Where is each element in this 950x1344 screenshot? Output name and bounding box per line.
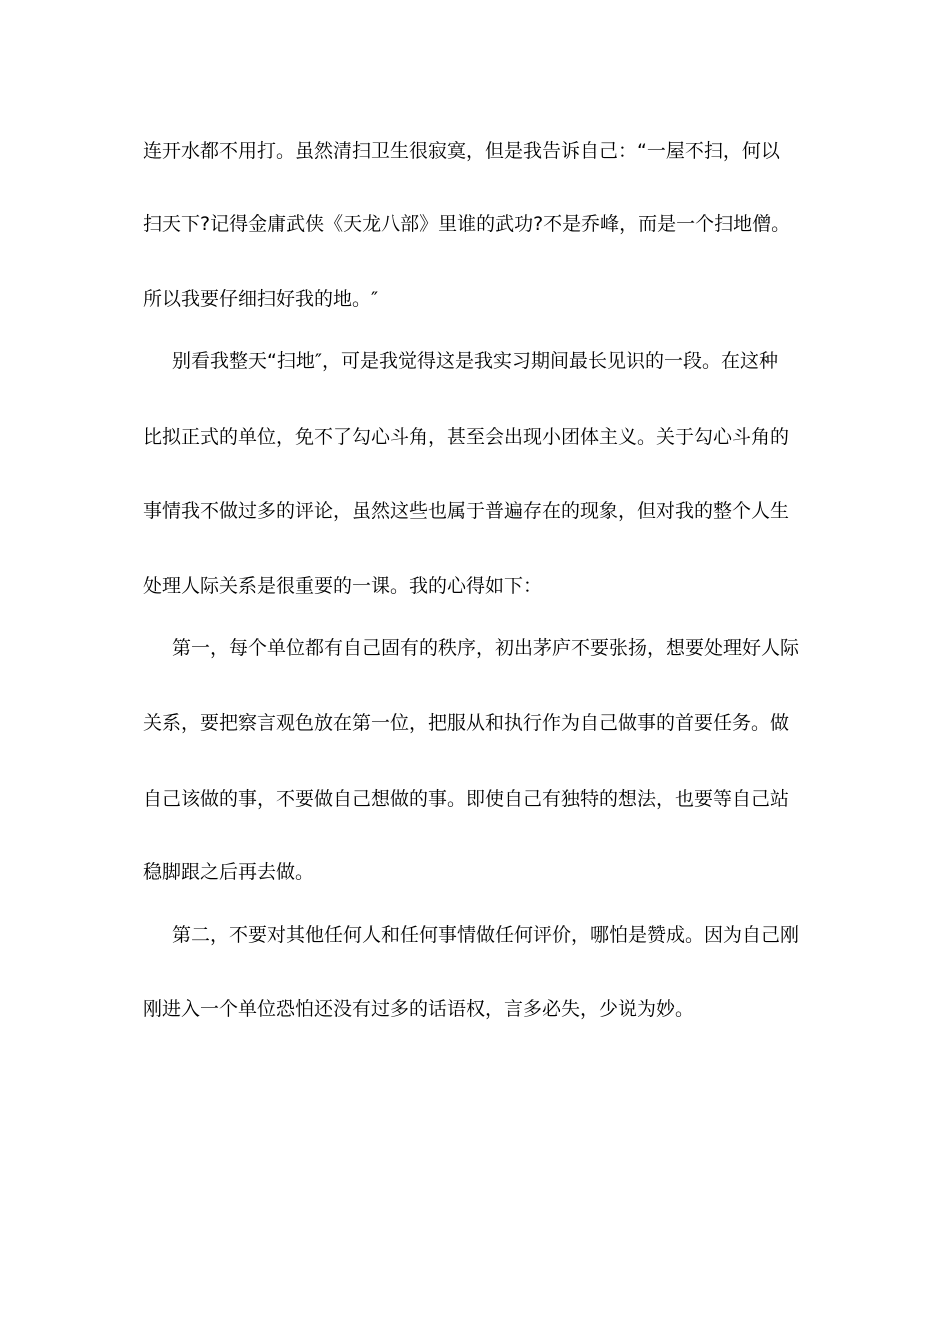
- text-line: 处理人际关系是很重要的一课。我的心得如下：: [143, 575, 543, 597]
- text-line: 连开水都不用打。虽然清扫卫生很寂寞，但是我告诉自己：“一屋不扫，何以: [143, 140, 780, 162]
- text-line: 第一，每个单位都有自己固有的秩序，初出茅庐不要张扬，想要处理好人际: [172, 637, 800, 659]
- text-line: 别看我整天“扫地″，可是我觉得这是我实习期间最长见识的一段。在这种: [172, 350, 778, 372]
- text-line: 事情我不做过多的评论，虽然这些也属于普遍存在的现象，但对我的整个人生: [143, 500, 790, 522]
- text-line: 第二，不要对其他任何人和任何事情做任何评价，哪怕是赞成。因为自己刚: [172, 924, 800, 946]
- text-line: 稳脚跟之后再去做。: [143, 861, 315, 883]
- text-line: 关系，要把察言观色放在第一位，把服从和执行作为自己做事的首要任务。做: [143, 712, 790, 734]
- text-line: 刚进入一个单位恐怕还没有过多的话语权，言多必失，少说为妙。: [143, 998, 695, 1020]
- text-line: 比拟正式的单位，免不了勾心斗角，甚至会出现小团体主义。关于勾心斗角的: [143, 426, 790, 448]
- text-line: 所以我要仔细扫好我的地。″: [143, 288, 379, 310]
- text-line: 自己该做的事，不要做自己想做的事。即使自己有独特的想法，也要等自己站: [143, 788, 790, 810]
- text-line: 扫天下?记得金庸武侠《天龙八部》里谁的武功?不是乔峰，而是一个扫地僧。: [143, 213, 791, 235]
